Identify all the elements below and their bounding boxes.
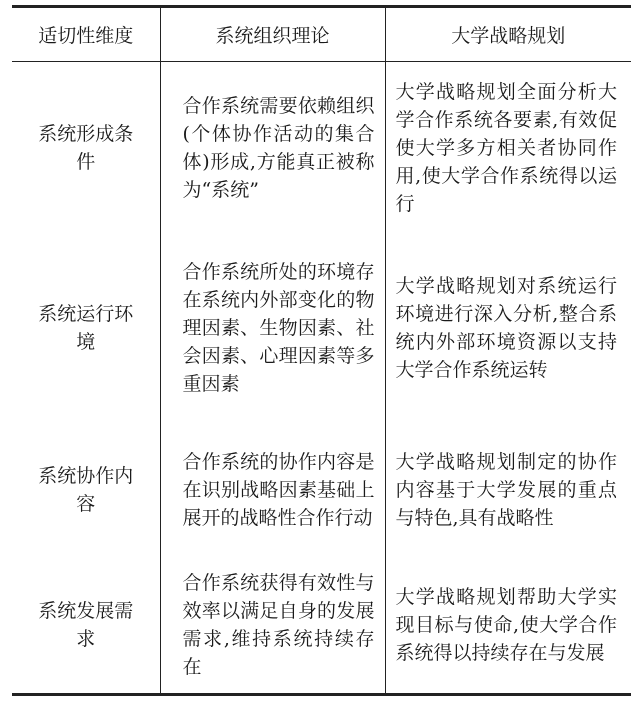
comparison-table	[12, 5, 631, 696]
table-row	[12, 233, 631, 423]
table-body	[12, 62, 631, 695]
strategy-cell: 大学战略规划制定的协作内容基于大学发展的重点与特色,具有战略性	[395, 451, 617, 529]
theory-cell: 合作系统获得有效性与效率以满足自身的发展需求,维持系统持续存在	[160, 557, 385, 695]
dimension-cell: 系统发展需求	[12, 557, 160, 695]
header-strategic-planning: 大学战略规划	[385, 7, 631, 62]
header-dimension: 适切性维度	[12, 7, 160, 62]
strategy-cell: 大学战略规划对系统运行环境进行深入分析,整合系统内外部环境资源以支持大学合作系统运转	[395, 275, 617, 381]
theory-cell: 合作系统需要依赖组织(个体协作活动的集合体)形成,方能真正被称为“系统”	[160, 62, 385, 234]
theory-cell: 合作系统的协作内容是在识别战略因素基础上展开的战略性合作行动	[160, 423, 385, 557]
strategy-cell: 大学战略规划全面分析大学合作系统各要素,有效促使大学多方相关者协同作用,使大学合作系统得以运行	[395, 80, 617, 215]
table-row	[12, 62, 631, 234]
table-row	[12, 423, 631, 557]
dimension-cell: 系统形成条件	[38, 122, 134, 173]
table-header	[12, 7, 631, 62]
dimension-cell: 系统协作内容	[38, 465, 134, 515]
header-organization-theory: 系统组织理论	[160, 7, 385, 62]
theory-cell: 合作系统所处的环境存在系统内外部变化的物理因素、生物因素、社会因素、心理因素等多重因素	[160, 233, 385, 423]
dimension-cell: 系统运行环境	[38, 303, 134, 353]
strategy-cell: 大学战略规划帮助大学实现目标与使命,使大学合作系统得以持续存在与发展	[385, 557, 631, 695]
header-row	[12, 7, 631, 62]
table-row	[12, 557, 631, 695]
